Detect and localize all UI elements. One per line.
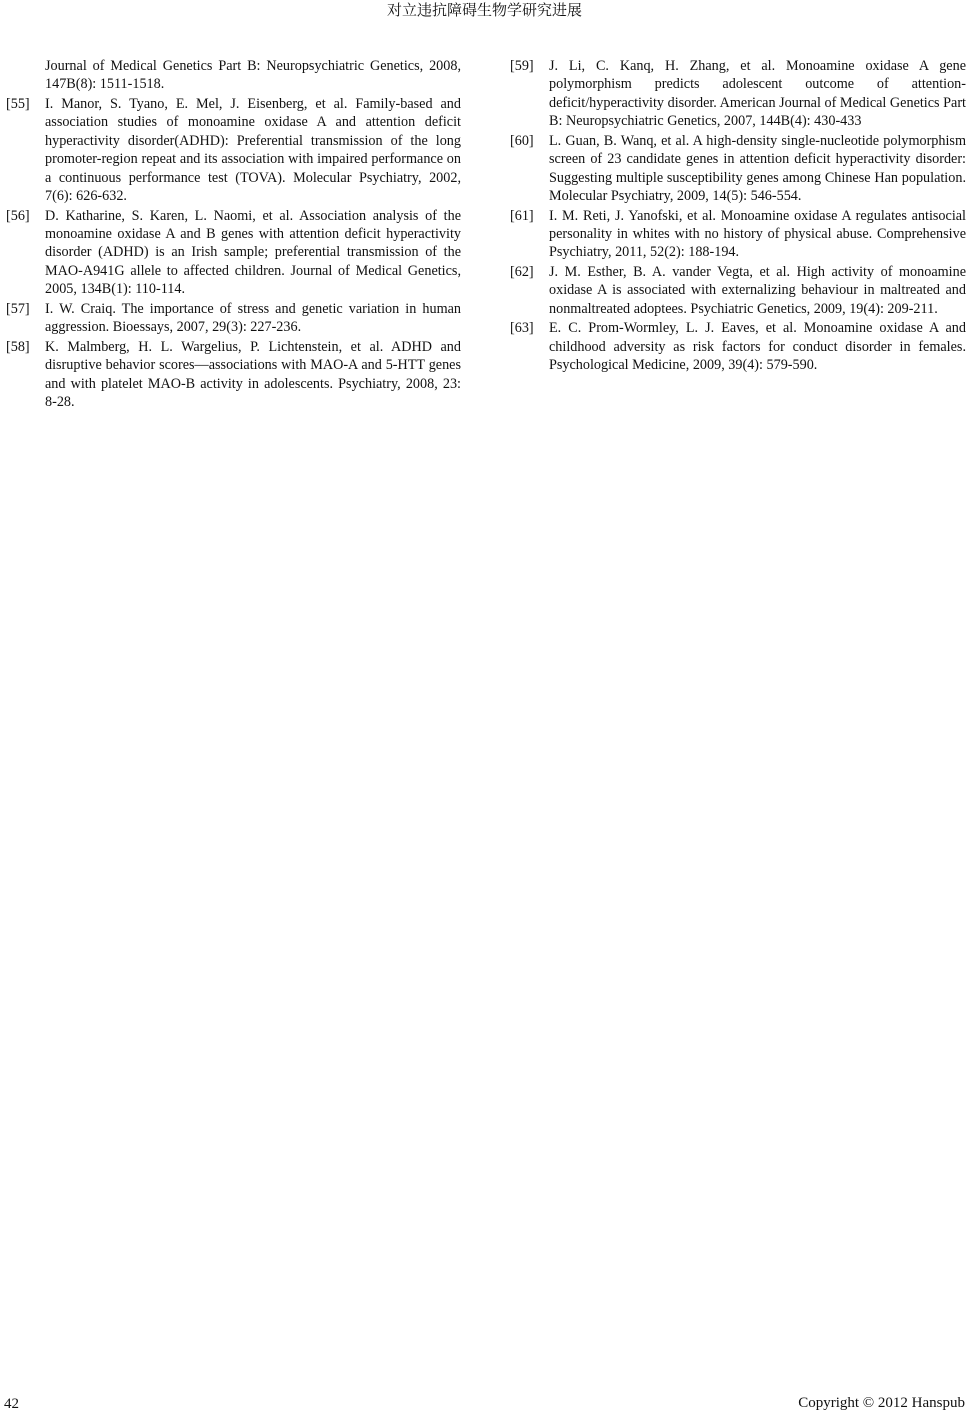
reference-item — [510, 207, 966, 262]
reference-number: [58] — [6, 338, 30, 355]
reference-number: [57] — [6, 300, 30, 317]
reference-item — [6, 57, 461, 94]
reference-item — [510, 319, 966, 374]
copyright-notice: Copyright © 2012 Hanspub — [798, 1395, 965, 1411]
reference-text: D. Katharine, S. Karen, L. Naomi, et al. Association analysis of the monoamine oxidase A and B genes with attention deficit hyperactivity disorder (ADHD) is an Irish sample; preferential transmission of the MAO-A941G allele to affected children. Journal of Medical Genetics, 2005, 134B(1): 110-114. — [45, 207, 461, 298]
reference-text: I. W. Craiq. The importance of stress and genetic variation in human aggression. Bioessays, 2007, 29(3): 227-236. — [45, 300, 461, 336]
reference-number: [56] — [6, 207, 30, 224]
reference-number: [62] — [510, 264, 534, 281]
reference-text: I. M. Reti, J. Yanofski, et al. Monoamine oxidase A regulates antisocial personality in whites with no history of physical abuse. Comprehensive Psychiatry, 2011, 52(2): 188-194. — [549, 207, 966, 261]
reference-text: J. M. Esther, B. A. vander Vegta, et al. High activity of monoamine oxidase A is associated with externalizing behaviour in maltreated and nonmaltreated adoptees. Psychiatric Genetics, 2009, 19(4): 209-211. — [549, 264, 966, 317]
reference-number: [59] — [510, 58, 534, 74]
reference-number: [60] — [510, 132, 534, 149]
reference-item — [510, 132, 966, 206]
reference-item — [6, 300, 461, 337]
reference-number: [61] — [510, 207, 534, 224]
reference-number: [55] — [6, 96, 30, 112]
reference-item — [6, 95, 461, 205]
reference-text: I. Manor, S. Tyano, E. Mel, J. Eisenberg, et al. Family-based and association studies of monoamine oxidase A and attention deficit hyperactivity disorder(ADHD): Preferential transmission of the long promoter-region repeat and its association with impaired performance on a continuous performance test (TOVA). Molecular Psychiatry, 2002, 7(6): 626-632. — [45, 96, 461, 205]
reference-item — [510, 57, 966, 131]
header-title: 对立违抗障碍生物学研究进展 — [386, 1, 582, 19]
page-number: 42 — [4, 1396, 19, 1412]
reference-column-left — [6, 57, 461, 413]
reference-column-right — [510, 57, 966, 376]
reference-text: L. Guan, B. Wanq, et al. A high-density single-nucleotide polymorphism screen of 23 candidate genes in attention deficit hyperactivity disorder: Suggesting multiple susceptibility genes among Chinese Han population. Molecular Psychiatry, 2009, 14(5): 546-554. — [549, 132, 966, 205]
reference-item — [510, 263, 966, 318]
reference-text: Journal of Medical Genetics Part B: Neuropsychiatric Genetics, 2008, 147B(8): 1511-1518. — [45, 58, 461, 93]
reference-text: E. C. Prom-Wormley, L. J. Eaves, et al. Monoamine oxidase A and childhood adversity as risk factors for conduct disorder in females. Psychological Medicine, 2009, 39(4): 579-590. — [549, 320, 966, 374]
reference-text: J. Li, C. Kanq, H. Zhang, et al. Monoamine oxidase A gene polymorphism predicts adolescent outcome of attention-deficit/hyperactivity disorder. American Journal of Medical Genetics Part B: Neuropsychiatric Genetics, 2007, 144B(4): 430-433 — [549, 58, 966, 130]
reference-item — [6, 207, 461, 299]
reference-number: [63] — [510, 320, 534, 337]
reference-item — [6, 338, 461, 412]
reference-text: K. Malmberg, H. L. Wargelius, P. Lichtenstein, et al. ADHD and disruptive behavior scores—associations with MAO-A and 5-HTT genes and with platelet MAO-B activity in adolescents. Psychiatry, 2008, 23: 8-28. — [45, 338, 461, 411]
running-header — [0, 0, 969, 20]
